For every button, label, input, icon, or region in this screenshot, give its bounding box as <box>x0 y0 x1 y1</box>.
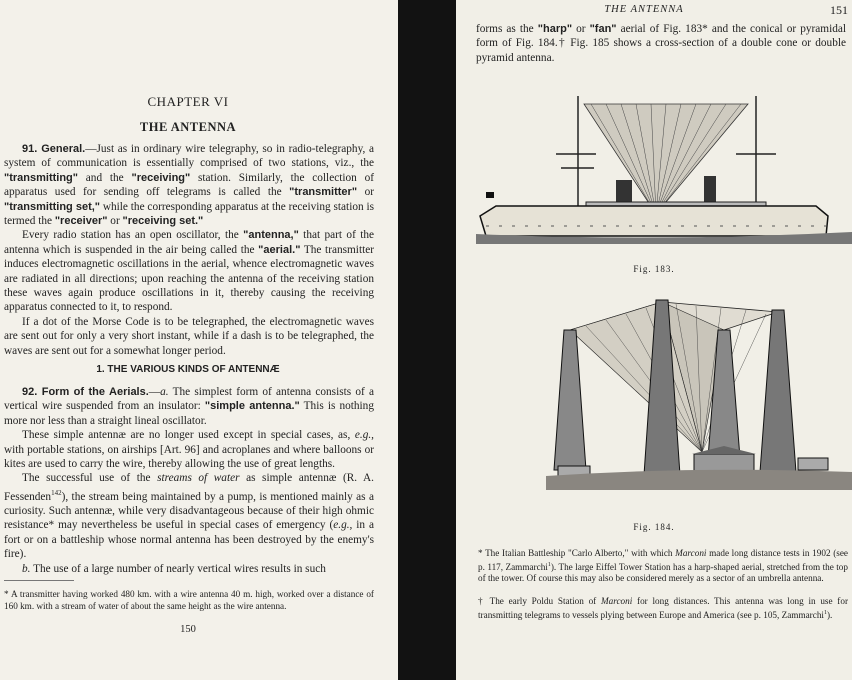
text: or <box>572 23 590 35</box>
section-heading: 1. THE VARIOUS KINDS OF ANTENNÆ <box>96 364 280 375</box>
text: * The Italian Battleship "Carlo Alberto," with which <box>478 548 676 558</box>
text: made long distance tests in 1902 (see p. 117, Zammarchi <box>478 548 848 572</box>
paragraph-general <box>4 142 374 228</box>
section-92-heading: 92. Form of the Aerials. <box>22 386 149 398</box>
footnote-poldu <box>478 596 848 621</box>
term: "simple antenna." <box>204 400 300 413</box>
term: "transmitter" <box>289 186 358 199</box>
paragraph-oscillator <box>4 228 374 314</box>
fig-184-caption: Fig. 184. <box>633 522 675 532</box>
term: "transmitting" <box>4 171 78 184</box>
term: "receiving set." <box>122 215 204 228</box>
text: for long distances. This antenna was long in use for transmitting telegrams to vessels plying between Europe and America (see p. 105, Zammarchi <box>478 596 849 620</box>
text: while the corresponding apparatus at the receiving station is termed the <box>4 200 374 228</box>
text: Every radio station has an open oscillator, the <box>22 229 244 242</box>
text: station. Similarly, the collection of apparatus used for sending off telegrams is called the <box>4 171 374 199</box>
text: b. <box>22 562 31 575</box>
term: "receiving" <box>131 171 191 184</box>
text: Marconi <box>675 548 707 558</box>
text: —Just as in ordinary wire telegraphy, so in radio-telegraphy, a system of communication is essentially comprised of two stations, viz., the <box>4 143 374 170</box>
text: 142 <box>51 488 62 497</box>
text: with portable stations, on airships [Art. 96] and acroplanes and where balloons or kites are used to carry the wire, thereby allowing the use of great lengths. <box>4 443 374 471</box>
text: streams of water <box>157 472 240 485</box>
page-number-left: 150 <box>180 624 196 635</box>
battleship-figure <box>476 84 852 260</box>
paragraph-simple <box>4 428 374 471</box>
text: in a fort or on a battleship whose normal antenna has been destroyed by the enemy's fire). <box>4 519 374 561</box>
text: — <box>148 386 161 398</box>
paragraph-vertical <box>4 562 374 576</box>
fig-183-caption: Fig. 183. <box>633 264 675 274</box>
text: 1 <box>823 609 827 616</box>
text: e.g., <box>333 519 353 532</box>
chapter-number: CHAPTER VI <box>147 94 229 109</box>
left-page <box>0 0 398 680</box>
text: The transmitter induces electromagnetic oscillations in the aerial, whence electromagnetic waves are radiated in all directions; upon reaching the antenna of the receiving station these waves again produce oscillations in it, thereby causing the receiving apparatus connected to it, to respond. <box>4 243 374 314</box>
running-head: THE ANTENNA <box>604 4 684 15</box>
book-gutter <box>398 0 456 680</box>
text: ). <box>826 609 833 620</box>
footnote-left: * A transmitter having worked 480 km. with a wire antenna 40 m. high, worked over a distance of 160 km. with a stream of water of about the same height as the wire antenna. <box>4 589 374 611</box>
text: a. <box>160 386 169 398</box>
body-text-aerials <box>4 385 374 576</box>
text: Marconi <box>600 596 633 606</box>
text: These simple antennæ are no longer used except in special cases, as, <box>22 429 355 442</box>
text: or <box>107 215 123 228</box>
paragraph-water <box>4 471 374 561</box>
text: The use of a large number of nearly vertical wires results in such <box>30 562 326 575</box>
chapter-title: THE ANTENNA <box>139 120 237 134</box>
text: ). The large Eiffel Tower Station has a harp-shaped aerial, stretched from the top of the tower. Of course this may also be considered merely as a sector of an umbrella antenna. <box>478 561 848 584</box>
poldhu-station-figure <box>546 290 852 490</box>
text: The successful use of the <box>22 472 158 485</box>
text: and the <box>78 171 132 184</box>
right-page <box>456 0 852 680</box>
text: or <box>357 186 374 199</box>
term: "harp" <box>537 23 573 35</box>
harp-aerial <box>584 104 748 214</box>
term: "receiver" <box>54 215 108 228</box>
text: 1 <box>547 561 551 568</box>
text: as simple antennæ (R. A. Fessenden <box>4 472 374 503</box>
paragraph-morse: If a dot of the Morse Code is to be telegraphed, the electromagnetic waves are sent out for only a very short instant, while if a dash is to be telegraphed, the waves are sent out for a somewhat longer period. <box>4 315 374 357</box>
term: "fan" <box>589 23 617 35</box>
paragraph-forms <box>4 385 374 428</box>
text: forms as the <box>476 23 538 35</box>
footnote-rule <box>4 580 74 581</box>
text: that part of the antenna which is suspended in the air being called the <box>4 229 374 256</box>
term: "transmitting set," <box>4 200 101 213</box>
page-number-right: 151 <box>830 3 848 17</box>
text: The simplest form of antenna consists of a vertical wire suspended from an insulator: <box>4 386 374 413</box>
intro-text <box>476 22 846 65</box>
ground <box>546 470 852 490</box>
term: "antenna," <box>243 229 299 242</box>
body-text-general <box>4 142 374 358</box>
text: † The early Poldu Station of <box>478 596 601 606</box>
section-91-heading: 91. General. <box>22 143 86 155</box>
text: This is nothing more nor less than a straight lineal oscillator. <box>4 400 374 427</box>
text: aerial of Fig. 183* and the conical or pyramidal form of Fig. 184.† Fig. 185 shows a cross-section of a double cone or double pyramid antenna. <box>476 23 847 64</box>
text: e.g., <box>354 429 374 442</box>
footnote-battleship <box>478 548 848 585</box>
text: ), the stream being maintained by a pump, is mentioned mainly as a curiosity. Such antennæ, while very disadvantageous because of their high ohmic resistance* may nevertheless be useful in special cases of emergency ( <box>4 490 374 532</box>
term: "aerial." <box>258 243 301 256</box>
